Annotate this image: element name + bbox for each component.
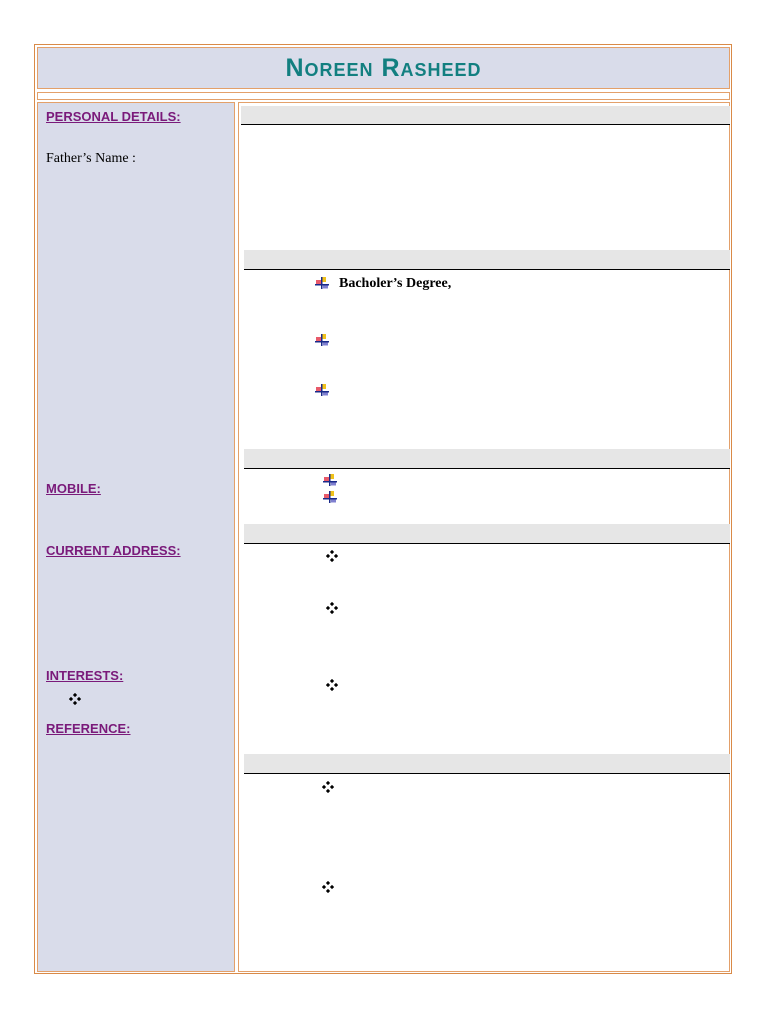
education-item-1: Bacholer’s Degree, — [339, 276, 452, 291]
flag-bullet-icon — [315, 334, 329, 346]
diamond-bullet-icon — [326, 679, 338, 691]
education-section-band — [244, 250, 730, 270]
resume-name: Noreen Rasheed — [285, 53, 482, 82]
flag-bullet-icon — [323, 491, 337, 503]
flag-bullet-icon — [315, 384, 329, 396]
diamond-bullet-icon — [326, 602, 338, 614]
diamond-bullet-icon — [69, 693, 81, 705]
diamond-bullet-icon — [326, 550, 338, 562]
diamond-bullet-icon — [322, 881, 334, 893]
additional-section-band — [244, 754, 730, 774]
interests-heading: INTERESTS: — [46, 668, 124, 683]
skills-section-band — [244, 449, 730, 469]
diamond-bullet-icon — [322, 781, 334, 793]
flag-bullet-icon — [323, 474, 337, 486]
title-divider — [37, 92, 730, 100]
sidebar-panel — [37, 102, 235, 972]
personal-details-heading: PERSONAL DETAILS: — [46, 109, 181, 124]
title-banner — [37, 47, 730, 89]
reference-heading: REFERENCE: — [46, 721, 131, 736]
experience-section-band — [244, 524, 730, 544]
fathers-name-label: Father’s Name : — [46, 151, 136, 166]
flag-bullet-icon — [315, 277, 329, 289]
mobile-heading: MOBILE: — [46, 481, 101, 496]
objective-section-band — [241, 106, 730, 125]
current-address-heading: CURRENT ADDRESS: — [46, 543, 181, 558]
